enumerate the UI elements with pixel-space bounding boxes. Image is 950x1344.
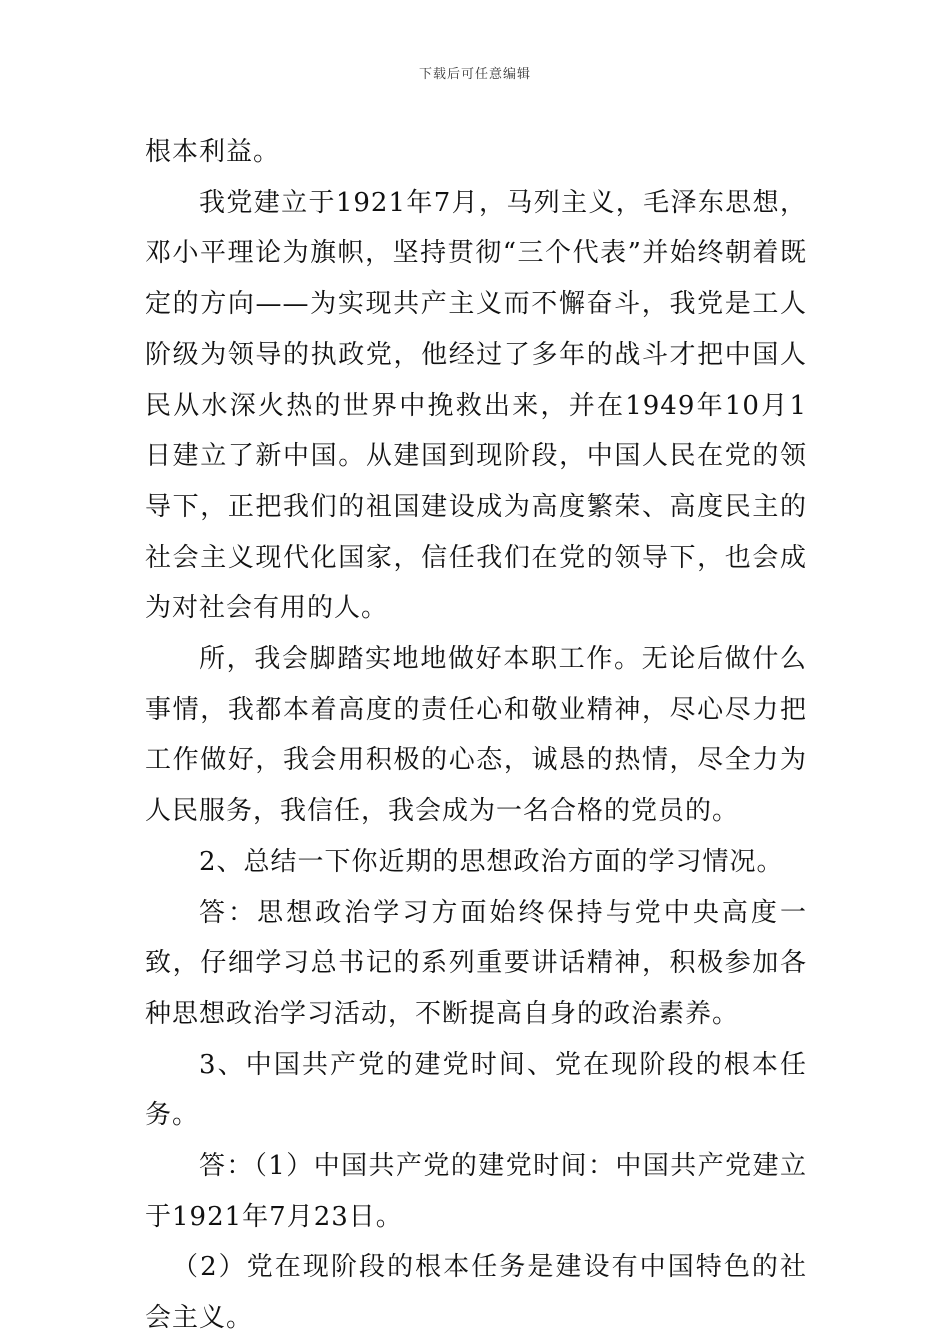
answer-2: 答：思想政治学习方面始终保持与党中央高度一致，仔细学习总书记的系列重要讲话精神，积极参加各种思想政治学习活动，不断提高自身的政治素养。 bbox=[145, 897, 807, 1029]
answer-3-part-2: （2）党在现阶段的根本任务是建设有中国特色的社会主义。 bbox=[145, 1252, 807, 1334]
answer-3-part-1: 答：（1）中国共产党的建党时间：中国共产党建立于1921年7月23日。 bbox=[145, 1151, 807, 1232]
question-2: 2、总结一下你近期的思想政治方面的学习情况。 bbox=[199, 846, 784, 877]
paragraph-work-commitment: 所，我会脚踏实地地做好本职工作。无论后做什么事情，我都本着高度的责任心和敬业精神，尽心尽力把工作做好，我会用积极的心态，诚恳的热情，尽全力为人民服务，我信任，我会成为一名合格的党员的。 bbox=[145, 644, 807, 827]
question-3: 3、中国共产党的建党时间、党在现阶段的根本任务。 bbox=[145, 1049, 807, 1131]
page-header: 下载后可任意编辑 bbox=[418, 67, 531, 82]
paragraph-party-history: 我党建立于1921年7月，马列主义，毛泽东思想，邓小平理论为旗帜，坚持贯彻“三个代表”并始终朝着既定的方向——为实现共产主义而不懈奋斗，我党是工人阶级为领导的执政党，他经过了多年的战斗才把中国人民从水深火热的世界中挽救出来，并在1949年10月1日建立了新中国。从建国到现阶段，中国人民在党的领导下，正把我们的祖国建设成为高度繁荣、高度民主的社会主义现代化国家，信任我们在党的领导下，也会成为对社会有用的人。 bbox=[145, 187, 807, 624]
paragraph-continuation: 根本利益。 bbox=[145, 137, 281, 167]
document-body bbox=[145, 127, 807, 1344]
